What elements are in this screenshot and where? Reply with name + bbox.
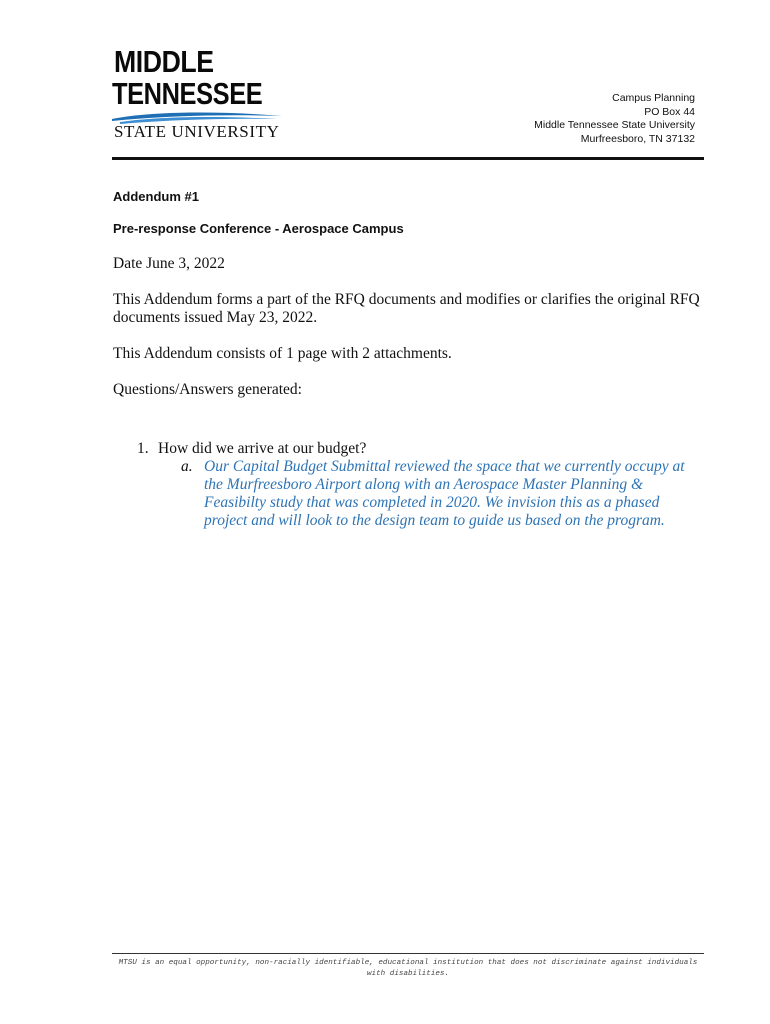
answer-item: [181, 458, 706, 530]
answer-text: Our Capital Budget Submittal reviewed the space that we currently occupy at the Murfreesboro Airport along with an Aerospace Master Planning & Feasibilty study that was completed in 2020. We invision this as a phased project and will look to the design team to guide us based on the program.: [204, 458, 685, 529]
question-item: [137, 440, 366, 458]
address-line: PO Box 44: [644, 105, 695, 118]
logo-line-middle: MIDDLE: [114, 44, 214, 79]
qa-heading: Questions/Answers generated:: [113, 381, 302, 398]
address-line: Middle Tennessee State University: [534, 119, 695, 131]
address-line: Campus Planning: [612, 92, 695, 104]
university-logo: [112, 44, 282, 140]
date-line: Date June 3, 2022: [113, 255, 225, 272]
question-text: How did we arrive at our budget?: [158, 440, 367, 457]
conference-title: Pre-response Conference - Aerospace Campus: [113, 221, 404, 236]
footer-divider: [112, 953, 704, 954]
addendum-title: Addendum #1: [113, 189, 199, 204]
header-divider: [112, 157, 704, 160]
attachments-paragraph: This Addendum consists of 1 page with 2 attachments.: [113, 345, 452, 362]
answer-letter: a.: [181, 458, 193, 475]
footer-disclaimer: MTSU is an equal opportunity, non-racially identifiable, educational institution that does not discriminate against individuals with disabilities.: [118, 959, 698, 978]
question-number: 1.: [137, 440, 149, 457]
logo-line-tennessee: TENNESSEE: [112, 76, 263, 111]
logo-line-state-university: STATE UNIVERSITY: [114, 122, 280, 141]
intro-paragraph: This Addendum forms a part of the RFQ documents and modifies or clarifies the original RFQ documents issued May 23, 2022.: [113, 291, 700, 326]
address-line: Murfreesboro, TN 37132: [580, 132, 695, 145]
sender-address: [534, 92, 695, 146]
